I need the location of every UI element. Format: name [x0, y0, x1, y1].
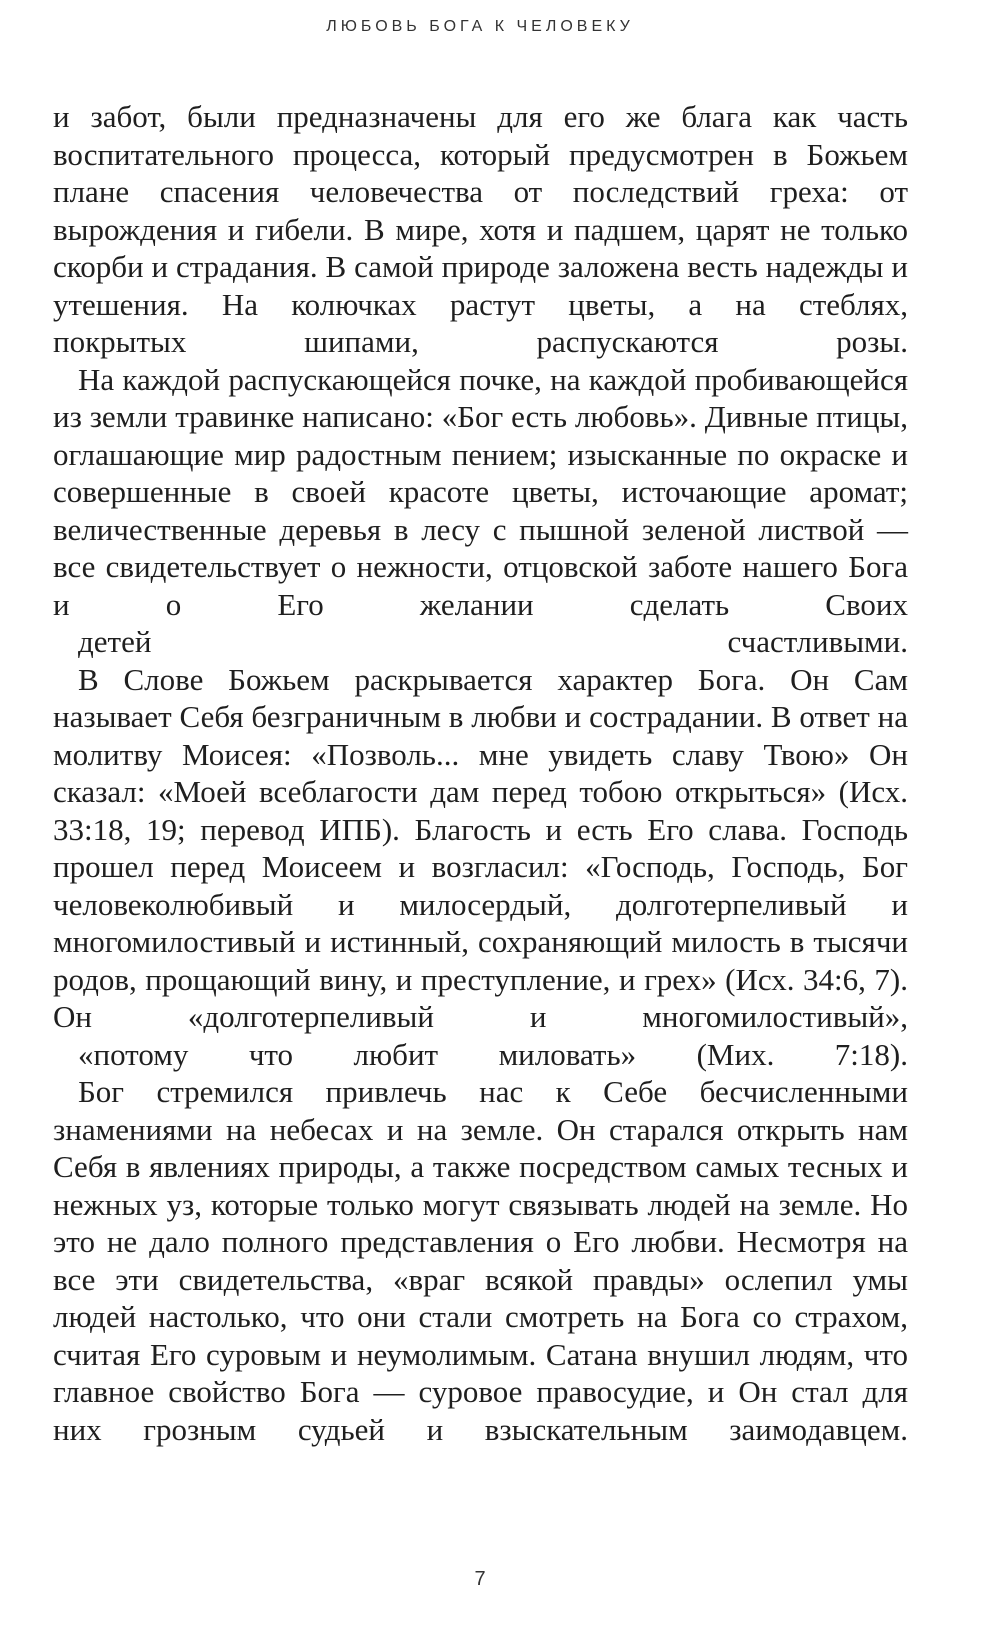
- paragraph-1-last-line: покрытых шипами, распускаются розы.: [53, 324, 908, 359]
- page-number: 7: [474, 1568, 486, 1590]
- text-body: [53, 98, 908, 1448]
- paragraph-3: [53, 661, 908, 1074]
- paragraph-2: [53, 361, 908, 661]
- paragraph-2-last-line: детей счастливыми.: [78, 624, 908, 659]
- paragraph-2-text: На каждой распускающейся почке, на каждой пробивающейся из земли травинке написано: «Бог есть любовь». Дивные птицы, оглашающие мир радостным пением; изысканные по окраске и совершенные в своей красоте цветы, источающие аромат; величественные деревья в лесу с пышной зеленой листвой — все свидетельствует о нежности, отцовской заботе нашего Бога и о Его желании сделать Своих: [53, 361, 908, 622]
- paragraph-4-text: Бог стремился привлечь нас к Себе бесчисленными знамениями на небесах и на земле. Он старался открыть нам Себя в явлениях природы, а также посредством самых тесных и нежных уз, которые только могут связывать людей на земле. Но это не дало полного представления о Его любви. Несмотря на все эти свидетельства, «враг всякой правды» ослепил умы людей настолько, что они стали смотреть на Бога со страхом, считая Его суровым и неумолимым. Сатана внушил людям, что главное свойство Бога — суровое правосудие, и Он стал для них грозным судьей и взыскательным заимодавцем.: [53, 1074, 908, 1447]
- running-header: ЛЮБОВЬ БОГА К ЧЕЛОВЕКУ: [326, 18, 634, 35]
- paragraph-1: [53, 98, 908, 361]
- paragraph-3-text: В Слове Божьем раскрывается характер Бога. Он Сам называет Себя безграничным в любви и сострадании. В ответ на молитву Моисея: «Позволь... мне увидеть славу Твою» Он сказал: «Моей всеблагости дам перед тобою открыться» (Исх. 33:18, 19; перевод ИПБ). Благость и есть Его слава. Господь прошел перед Моисеем и возгласил: «Господь, Господь, Бог человеколюбивый и милосердый, долготерпеливый и многомилостивый и истинный, сохраняющий милость в тысячи родов, прощающий вину, и преступление, и грех» (Исх. 34:6, 7). Он «долготерпеливый и многомилостивый»,: [53, 661, 908, 1034]
- paragraph-4: [53, 1073, 908, 1448]
- paragraph-3-last-line: «потому что любит миловать» (Мих. 7:18).: [78, 1036, 908, 1072]
- paragraph-1-text: и забот, были предназначены для его же блага как часть воспитательного процесса, который предусмотрен в Божьем плане спасения человечества от последствий греха: от вырождения и гибели. В мире, хотя и падшем, царят не только скорби и страдания. В самой природе заложена весть надежды и утешения. На колючках растут цветы, а на стеблях,: [53, 99, 908, 322]
